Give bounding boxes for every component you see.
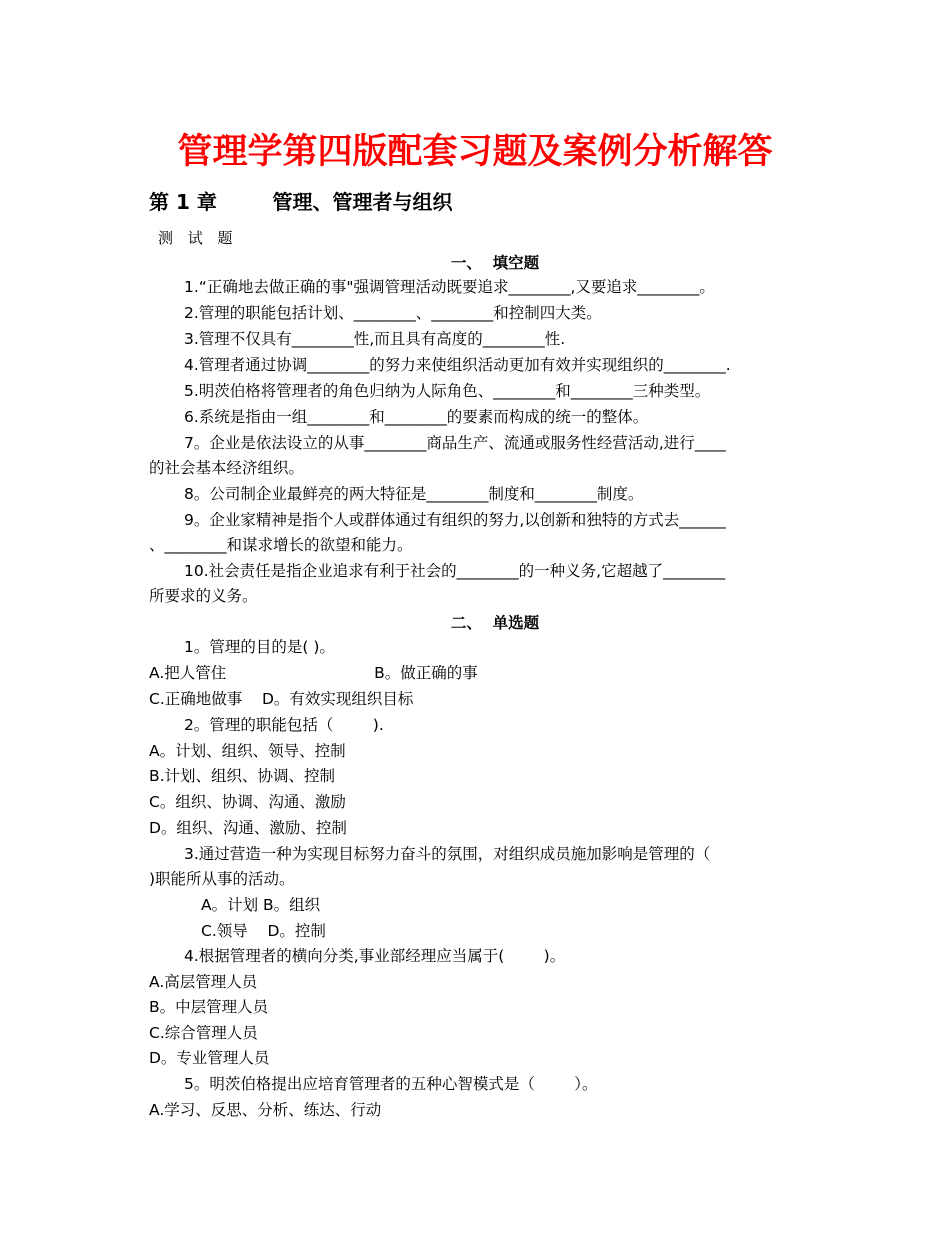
question-line: 6.系统是指由一组________和________的要素而构成的统一的整体。: [184, 408, 649, 426]
question-line: 2。管理的职能包括（ ).: [184, 716, 384, 734]
question-line-continued: 所要求的义务。: [149, 587, 258, 605]
chapter-number: 第 1 章: [149, 190, 217, 214]
question-line: 3.管理不仅具有________性,而且具有高度的________性.: [184, 330, 566, 348]
section-heading-fill-blank: 一、 填空题: [450, 254, 540, 272]
question-line: 5。明茨伯格提出应培育管理者的五种心智模式是（ ）。: [184, 1075, 598, 1093]
question-line: 1.“正确地去做正确的事"强调管理活动既要追求________,又要追求________。: [184, 278, 715, 296]
question-line: 3.通过营造一种为实现目标努力奋斗的氛围，对组织成员施加影响是管理的（: [184, 845, 711, 863]
option-line: A.把人管住 B。做正确的事: [149, 664, 478, 682]
option-line: C.综合管理人员: [149, 1024, 258, 1042]
question-line: 9。企业家精神是指个人或群体通过有组织的努力,以创新和独特的方式去______: [184, 511, 726, 529]
question-line: 4.根据管理者的横向分类,事业部经理应当属于( )。: [184, 947, 566, 965]
question-line: 7。企业是依法设立的从事________商品生产、流通或服务性经营活动,进行____: [184, 434, 726, 452]
option-line: D。专业管理人员: [149, 1049, 270, 1067]
question-line: 1。管理的目的是( )。: [184, 638, 335, 656]
document-title: 管理学第四版配套习题及案例分析解答: [177, 132, 773, 172]
option-line: A。计划、组织、领导、控制: [149, 742, 346, 760]
option-line: C.正确地做事 D。有效实现组织目标: [149, 690, 414, 708]
question-line-continued: 、________和谋求增长的欲望和能力。: [149, 536, 413, 554]
chapter-heading: [149, 186, 453, 215]
test-label: 测 试 题: [158, 229, 238, 247]
option-line: A.高层管理人员: [149, 973, 258, 991]
section-heading-single-choice: 二、 单选题: [450, 614, 540, 632]
chapter-name: 管理、管理者与组织: [272, 190, 453, 214]
question-line-continued: 的社会基本经济组织。: [149, 459, 305, 477]
question-line-continued: )职能所从事的活动。: [149, 870, 295, 888]
question-line: 2.管理的职能包括计划、________、________和控制四大类。: [184, 304, 602, 322]
option-line: A。计划 B。组织: [201, 896, 321, 914]
question-line: 4.管理者通过协调________的努力来使组织活动更加有效并实现组织的________.: [184, 356, 731, 374]
question-line: 8。公司制企业最鲜亮的两大特征是________制度和________制度。: [184, 485, 644, 503]
option-line: C。组织、协调、沟通、激励: [149, 793, 346, 811]
question-line: 5.明茨伯格将管理者的角色归纳为人际角色、________和________三种类型。: [184, 382, 711, 400]
option-line: A.学习、反思、分析、练达、行动: [149, 1101, 382, 1119]
option-line: C.领导 D。控制: [201, 922, 326, 940]
option-line: B.计划、组织、协调、控制: [149, 767, 336, 785]
option-line: D。组织、沟通、激励、控制: [149, 819, 347, 837]
option-line: B。中层管理人员: [149, 998, 269, 1016]
question-line: 10.社会责任是指企业追求有利于社会的________的一种义务,它超越了________: [184, 562, 726, 580]
